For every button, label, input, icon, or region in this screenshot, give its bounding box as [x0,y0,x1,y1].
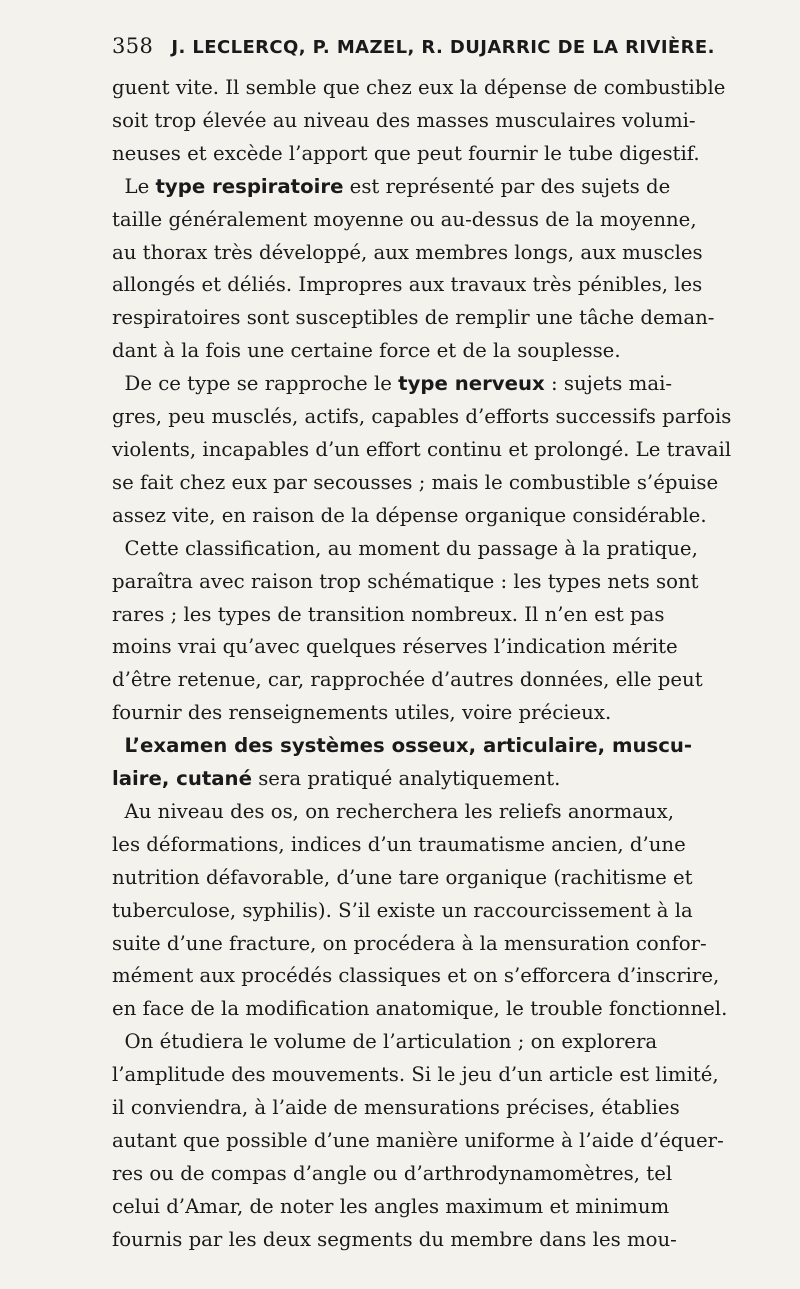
text-line [112,763,764,796]
header-authors: J. LECLERCQ, P. MAZEL, R. DUJARRIC DE LA RIVIÈRE. [171,37,715,58]
text-span: Cette classification, au moment du passage à la pratique, [124,536,698,560]
bold-term: type nerveux [398,372,545,396]
bold-term: type respiratoire [155,174,344,198]
text-line: en face de la modification anatomique, le trouble fonctionnel. [112,997,728,1021]
text-line: au thorax très développé, aux membres longs, aux muscles [112,240,703,264]
text-line: soit trop élevée au niveau des masses musculaires volumi- [112,108,696,132]
text-span: De ce type se rapproche le [124,372,399,396]
text-line: nutrition défavorable, d’une tare organique (rachitisme et [112,865,693,889]
text-line: assez vite, en raison de la dépense organique considérable. [112,503,707,527]
text-line: suite d’une fracture, on procédera à la mensuration confor- [112,931,707,955]
text-line: autant que possible d’une manière uniforme à l’aide d’équer- [112,1129,724,1152]
text-line: rares ; les types de transition nombreux. Il n’en est pas [112,602,665,626]
text-line: neuses et excède l’apport que peut fournir le tube digestif. [112,141,700,165]
running-header [112,34,762,58]
text-span: est représenté par des sujets de [343,174,671,198]
page-number: 358 [112,34,154,58]
text-line [112,730,764,763]
text-line: tuberculose, syphilis). S’il existe un raccourcissement à la [112,898,693,922]
text-span: : sujets mai- [544,372,673,396]
text-line: fournis par les deux segments du membre dans les mou- [112,1227,677,1251]
text-line: paraîtra avec raison trop schématique : les types nets sont [112,569,699,593]
text-span: Au niveau des os, on recherchera les reliefs anormaux, [124,799,674,823]
text-line [112,171,764,204]
text-line: celui d’Amar, de noter les angles maximum et minimum [112,1194,670,1218]
paragraph-os [112,796,764,1026]
body-text [112,72,764,1257]
text-line: gres, peu musclés, actifs, capables d’efforts successifs parfois [112,405,732,429]
text-span: sera pratiqué analytiquement. [251,767,561,791]
text-line: les déformations, indices d’un traumatisme ancien, d’une [112,832,686,856]
text-line: dant à la fois une certaine force et de la souplesse. [112,339,621,363]
text-line: allongés et déliés. Impropres aux travaux très pénibles, les [112,273,703,297]
paragraph-examen-heading [112,730,764,796]
paragraph-1 [112,72,764,171]
paragraph-type-nerveux [112,368,764,533]
text-line: guent vite. Il semble que chez eux la dépense de combustible [112,76,726,99]
text-line [112,368,764,401]
bold-term: laire, cutané [112,767,252,791]
text-line: l’amplitude des mouvements. Si le jeu d’un article est limité, [112,1063,719,1087]
text-line: d’être retenue, car, rapprochée d’autres données, elle peut [112,668,703,692]
text-line: il conviendra, à l’aide de mensurations précises, établies [112,1096,680,1120]
text-line: taille généralement moyenne ou au-dessus de la moyenne, [112,207,697,231]
text-line: res ou de compas d’angle ou d’arthrodynamomètres, tel [112,1161,673,1185]
paragraph-articulation [112,1026,764,1256]
paragraph-type-respiratoire [112,171,764,368]
paragraph-classification [112,533,764,730]
text-span: On étudiera le volume de l’articulation ; on explorera [124,1030,658,1054]
text-span: Le [124,174,156,198]
text-line: moins vrai qu’avec quelques réserves l’indication mérite [112,635,678,659]
text-line: mément aux procédés classiques et on s’efforcera d’inscrire, [112,964,720,988]
bold-term: L’examen des systèmes osseux, articulaire, muscu- [124,734,693,758]
text-line: violents, incapables d’un effort continu et prolongé. Le travail [112,437,732,461]
text-line [112,1026,764,1059]
text-line: fournir des renseignements utiles, voire précieux. [112,701,612,725]
text-line: respiratoires sont susceptibles de remplir une tâche deman- [112,306,715,330]
text-line [112,533,764,566]
text-line [112,796,764,829]
text-line: se fait chez eux par secousses ; mais le combustible s’épuise [112,470,719,494]
